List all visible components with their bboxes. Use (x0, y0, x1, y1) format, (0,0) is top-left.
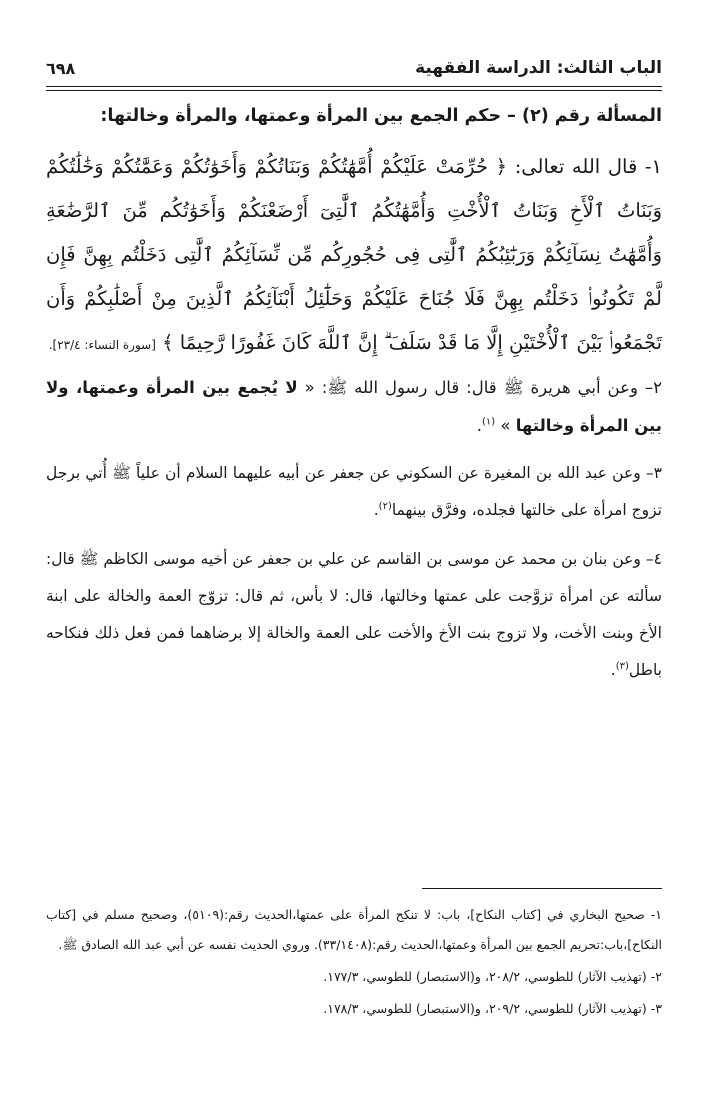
footnote-divider (422, 888, 662, 889)
footnotes (46, 900, 662, 1026)
quran-intro: ١- قال الله تعالى: ﴿ (495, 155, 662, 178)
hadith-end: . (476, 416, 482, 435)
narration-paragraph-4 (46, 541, 662, 689)
narration-4-end: . (610, 661, 616, 679)
footnote-1: ١- صحيح البخاري في [كتاب النكاح]، باب: لا تنكح المرأة على عمتها،الحديث رقم:(٥١٠٩)، وصحيح مسلم في [كتاب النكاح]،باب:تحريم الجمع بين المرأة وعمتها،الحديث رقم:(٣٣/١٤٠٨). وروي الحديث نفسه عن أبي عبد الله الصادق ﷺ. (46, 907, 662, 952)
footnote-mark-1[interactable]: (١) (481, 416, 496, 428)
narration-3-end: . (373, 501, 379, 519)
hadith-text: لا يُجمع بين المرأة وعمتها، ولا بين المرأة وخالتها (46, 378, 662, 435)
main-content (46, 97, 662, 701)
quran-close-bracket: ﴾ (162, 331, 174, 354)
footnote-mark-2[interactable]: (٢) (378, 500, 392, 512)
quran-paragraph (46, 145, 662, 365)
hadith-intro: ٢– وعن أبي هريرة ﷺ قال: قال رسول الله ﷺ: « (304, 378, 663, 397)
header-divider-thin (46, 90, 662, 91)
hadith-paragraph (46, 369, 662, 445)
quran-verse: حُرِّمَتْ عَلَيْكُمْ أُمَّهَٰتُكُمْ وَبَنَاتُكُمْ وَأَخَوَٰتُكُمْ وَعَمَّٰتُكُمْ وَخَٰلَٰتُكُمْ وَبَنَاتُ ٱلْأَخِ وَبَنَاتُ ٱلْأُخْتِ وَأُمَّهَٰتُكُمُ ٱلَّٰتِىٓ أَرْضَعْنَكُمْ وَأَخَوَٰتُكُم مِّنَ ٱلرَّضَٰعَةِ وَأُمَّهَٰتُ نِسَآئِكُمْ وَرَبَٰٓئِبُكُمُ ٱلَّٰتِى فِى حُجُورِكُم مِّن نِّسَآئِكُمُ ٱلَّٰتِى دَخَلْتُم بِهِنَّ فَإِن لَّمْ تَكُونُوا۟ دَخَلْتُم بِهِنَّ فَلَا جُنَاحَ عَلَيْكُمْ وَحَلَٰٓئِلُ أَبْنَآئِكُمُ ٱلَّذِينَ مِنْ أَصْلَٰبِكُمْ وَأَن تَجْمَعُوا۟ بَيْنَ ٱلْأُخْتَيْنِ إِلَّا مَا قَدْ سَلَفَ ۗ إِنَّ ٱللَّهَ كَانَ غَفُورًا رَّحِيمًا (46, 155, 662, 354)
page-header (46, 52, 662, 84)
page-number: ٦٩٨ (46, 58, 76, 78)
narration-4-text: ٤– وعن بنان بن محمد عن موسى بن القاسم عن علي بن جعفر عن أخيه موسى الكاظم ﷺ قال: سألته عن امرأة تزوَّجت على عمتها وخالتها، قال: لا بأس، ثم قال: تزوّج العمة والخالة على ابنة الأخ وبنت الأخت، ولا تزوج بنت الأخ والأخت على العمة والخالة إلا برضاهما فمن فعل ذلك فنكاحه باطل (46, 550, 662, 679)
narration-3-text: ٣– وعن عبد الله بن المغيرة عن السكوني عن جعفر عن أبيه عليهما السلام أن علياً ﷺ أُتي برجل تزوج امرأة على خالتها فجلده، وفرَّق بينهما (46, 464, 662, 519)
footnote-mark-3[interactable]: (٣) (615, 660, 629, 672)
footnote-3: ٣- (تهذيب الآثار) للطوسي، ٢٠٩/٢، و(الاستبصار) للطوسي، ١٧٨/٣. (323, 1001, 662, 1016)
section-title: المسألة رقم (٢) – حكم الجمع بين المرأة وعمتها، والمرأة وخالتها: (100, 106, 662, 126)
verse-reference: [سورة النساء: ٢٣/٤]. (48, 338, 156, 352)
hadith-close-quote: » (500, 416, 511, 435)
chapter-title: الباب الثالث: الدراسة الفقهية (415, 58, 662, 78)
footnote-2: ٢- (تهذيب الآثار) للطوسي، ٢٠٨/٢، و(الاستبصار) للطوسي، ١٧٧/٣. (323, 969, 662, 984)
narration-paragraph-3 (46, 455, 662, 529)
header-divider-thick (46, 86, 662, 87)
